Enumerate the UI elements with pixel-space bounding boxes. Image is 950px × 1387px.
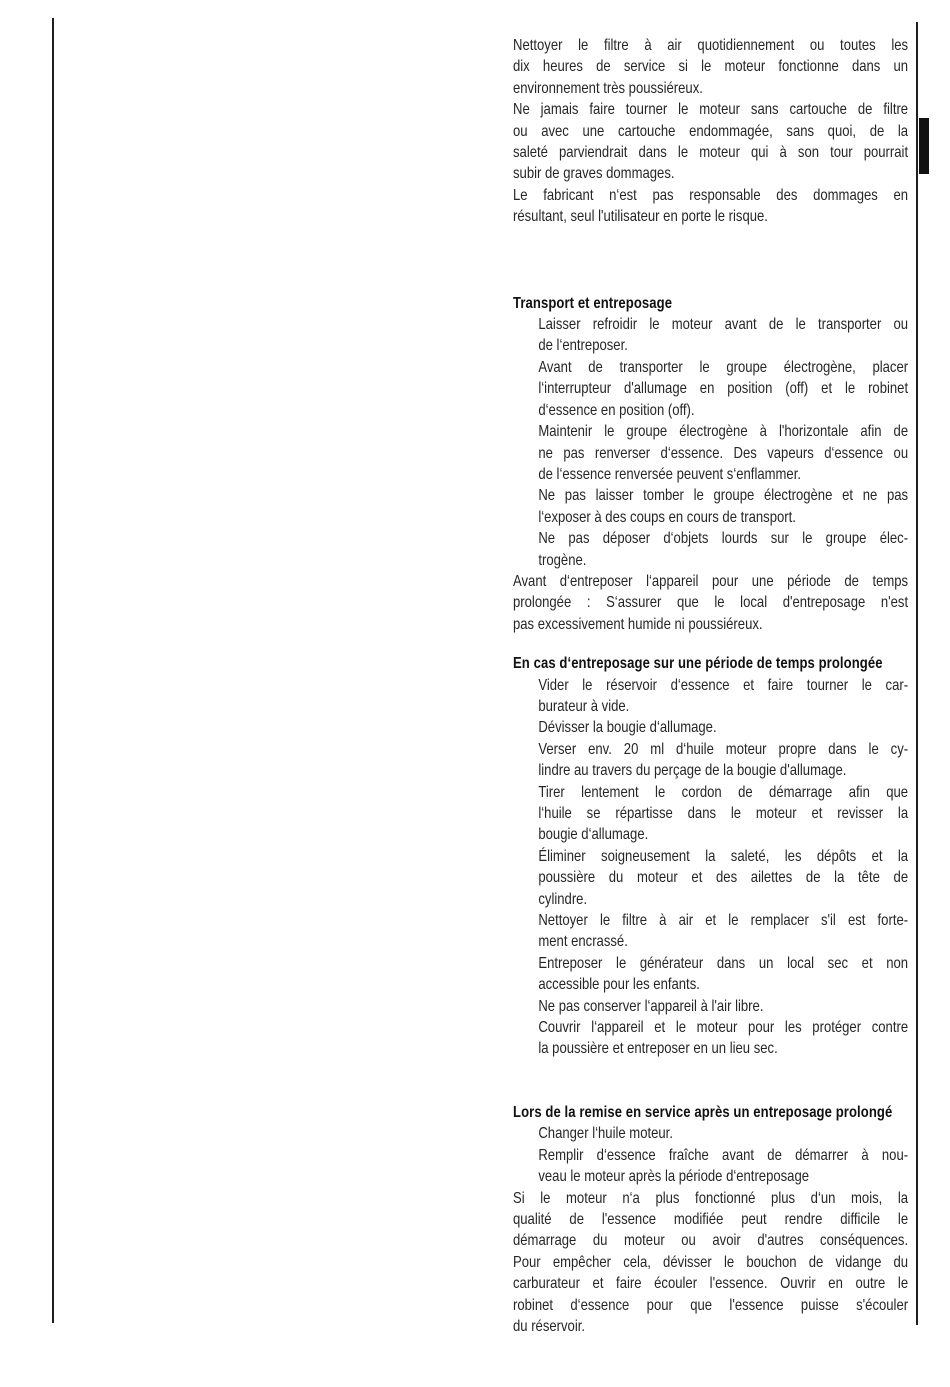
text-line: Nettoyer le filtre à air et le remplacer s'il est forte- (538, 912, 909, 930)
text-line: lindre au travers du perçage de la bougie d'allumage. (538, 762, 847, 780)
list-item (538, 717, 908, 738)
paragraph (513, 99, 908, 185)
text-line: Éliminer soigneusement la saleté, les dépôts et la (538, 847, 909, 865)
list-item (538, 528, 908, 571)
text-line: Nettoyer le filtre à air quotidiennement ou toutes les (513, 37, 909, 54)
text-line: robinet d‘essence pour que l'essence puisse s'écouler (513, 1296, 909, 1314)
text-line: veau le moteur après la période d‘entreposage (538, 1168, 810, 1186)
list-item (538, 1145, 908, 1188)
text-line: poussière du moteur et des ailettes de la tête de (538, 869, 909, 887)
text-line: subir de graves dommages. (513, 165, 675, 183)
text-line: résultant, seul l'utilisateur en porte le risque. (513, 208, 768, 226)
list-item (538, 675, 908, 718)
text-line: pas excessivement humide ni poussiéreux. (513, 615, 763, 633)
left-page-rule (52, 18, 54, 1323)
text-line: saleté parviendrait dans le moteur qui à son tour pourrait (513, 144, 909, 162)
text-line: Le fabricant n‘est pas responsable des dommages en (513, 186, 909, 204)
list-item (538, 357, 908, 421)
text-line: l‘interrupteur d'allumage en position (off) et le robinet (538, 380, 909, 398)
text-line: ne pas renverser d‘essence. Des vapeurs d‘essence ou (538, 444, 909, 462)
text-line: de l‘entreposer. (538, 337, 628, 355)
list-item (538, 421, 908, 485)
text-line: Verser env. 20 ml d‘huile moteur propre dans le cy- (538, 740, 909, 758)
text-line: Ne pas déposer d‘objets lourds sur le groupe élec- (538, 530, 909, 548)
text-line: qualité de l'essence modifiée peut rendre difficile le (513, 1210, 909, 1228)
text-line: burateur à vide. (538, 697, 630, 715)
text-line: Tirer lentement le cordon de démarrage afin que (538, 783, 909, 801)
text-line: la poussière et entreposer en un lieu sec. (538, 1040, 778, 1058)
text-line: Avant d‘entreposer l‘appareil pour une période de temps (513, 572, 909, 590)
text-line: l‘exposer à des coups en cours de transport. (538, 508, 796, 526)
text-line: environnement très poussiéreux. (513, 79, 703, 97)
text-line: Avant de transporter le groupe électrogène, placer (538, 358, 909, 376)
list-item (538, 953, 908, 996)
text-line: Si le moteur n‘a plus fonctionné plus d‘un mois, la (513, 1189, 909, 1207)
text-line: Ne pas conserver l‘appareil à l'air libre. (538, 997, 764, 1015)
text-line: d‘essence en position (off). (538, 401, 695, 419)
section-heading (513, 1102, 908, 1123)
text-line: ment encrassé. (538, 933, 628, 951)
text-line: trogène. (538, 551, 587, 569)
text-line: du réservoir. (513, 1317, 586, 1335)
text-line: En cas d‘entreposage sur une période de temps prolongée (513, 655, 883, 673)
list-item (538, 485, 908, 528)
text-line: Entreposer le générateur dans un local sec et non (538, 954, 909, 972)
text-line: accessible pour les enfants. (538, 976, 700, 994)
text-line: démarrage du moteur ou avoir d'autres conséquences. (513, 1232, 909, 1250)
text-line: Laisser refroidir le moteur avant de le transporter ou (538, 316, 909, 334)
text-line: Lors de la remise en service après un entreposage prolongé (513, 1103, 893, 1121)
text-line: ou avec une cartouche endommagée, sans quoi, de la (513, 122, 909, 140)
text-line: Pour empêcher cela, dévisser le bouchon de vidange du (513, 1253, 909, 1271)
text-line: bougie d‘allumage. (538, 826, 649, 844)
text-line: Transport et entreposage (513, 294, 673, 312)
text-line: Couvrir l‘appareil et le moteur pour les protéger contre (538, 1019, 909, 1037)
section-heading (513, 653, 908, 674)
text-line: Ne pas laisser tomber le groupe électrogène et ne pas (538, 487, 909, 505)
right-page-rule (916, 22, 918, 1325)
list-item (538, 1123, 908, 1144)
text-line: Dévisser la bougie d‘allumage. (538, 719, 717, 737)
list-item (538, 739, 908, 782)
text-line: Ne jamais faire tourner le moteur sans cartouche de filtre (513, 101, 909, 119)
list-item (538, 314, 908, 357)
paragraph (513, 35, 908, 99)
paragraph (513, 185, 908, 228)
text-line: carburateur et faire écouler l'essence. Ouvrir en outre le (513, 1275, 909, 1293)
list-item (538, 996, 908, 1017)
text-line: prolongée : S‘assurer que le local d'entreposage n'est (513, 594, 909, 612)
paragraph (513, 1188, 908, 1338)
section-edge-marker (919, 118, 929, 174)
text-line: Vider le réservoir d‘essence et faire tourner le car- (538, 676, 909, 694)
text-line: Maintenir le groupe électrogène à l'horizontale afin de (538, 423, 909, 441)
list-item (538, 1017, 908, 1060)
text-line: cylindre. (538, 890, 588, 908)
text-column (513, 35, 908, 1337)
section-heading (513, 293, 908, 314)
text-line: dix heures de service si le moteur fonctionne dans un (513, 58, 909, 76)
text-line: Remplir d‘essence fraîche avant de démarrer à nou- (538, 1146, 909, 1164)
list-item (538, 910, 908, 953)
list-item (538, 782, 908, 846)
list-item (538, 846, 908, 910)
text-line: Changer l‘huile moteur. (538, 1125, 673, 1143)
text-line: l‘huile se répartisse dans le moteur et revisser la (538, 805, 909, 822)
text-line: de l‘essence renversée peuvent s‘enflammer. (538, 465, 801, 483)
paragraph (513, 571, 908, 635)
